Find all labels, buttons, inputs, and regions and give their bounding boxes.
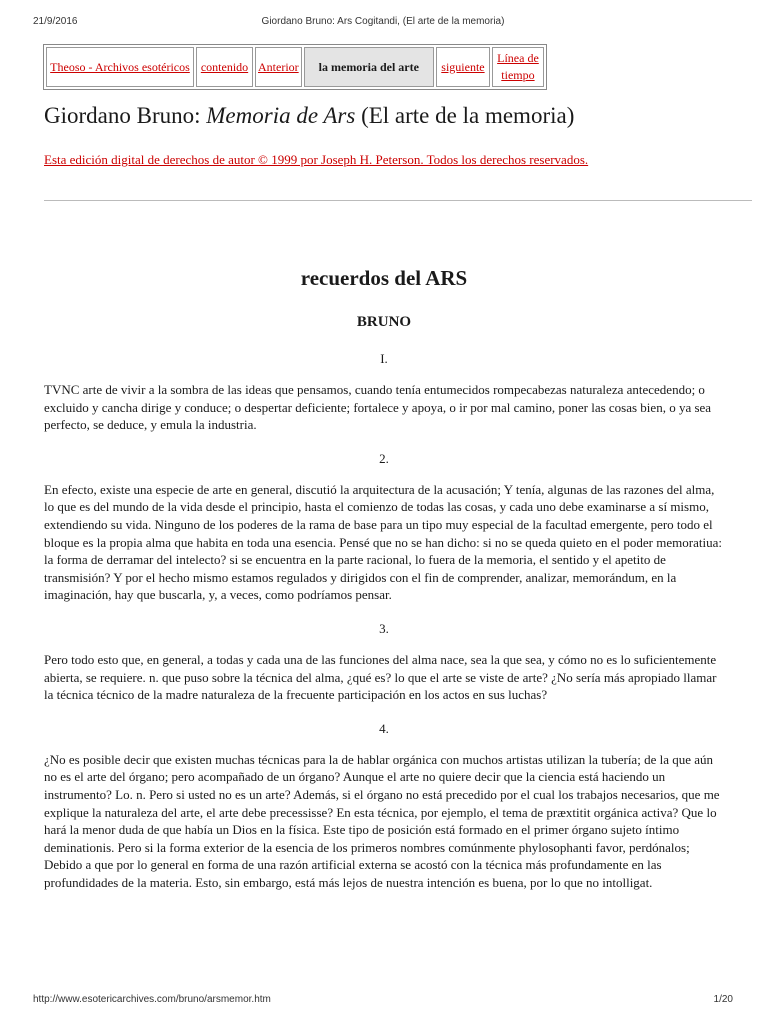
paragraph: TVNC arte de vivir a la sombra de las ideas que pensamos, cuando tenía entumecidos rompecabezas naturaleza antecedendo; o excluido y cancha dirige y conduce; o despertar deficiente; fortalece y apoya, o ir por mal camino, poner las cosas bien, o ya sea perfecto, se deduce, y emula la industria. [44, 382, 712, 433]
nav-link-next[interactable]: siguiente [441, 59, 485, 74]
print-date: 21/9/2016 [33, 16, 78, 27]
nav-current-page: la memoria del arte [304, 47, 434, 87]
nav-link-timeline[interactable] [497, 51, 539, 82]
section-number: I. [380, 351, 388, 366]
page-title-prefix: Giordano Bruno: [44, 103, 207, 128]
navigation-table [43, 44, 547, 90]
paragraph: En efecto, existe una especie de arte en general, discutió la arquitectura de la acusación; Y tenía, algunas de las razones del alma, lo que es del mundo de la vida desde el principio, hasta el comienzo de todas las cosas, y cada uno debe examinarse a sí mismo, extendiendo su vida. Ninguno de los poderes de la rama de base para un tipo muy especial de la facultad emergente, pero todo el bloque es la propia alma que habita en toda una esencia. Pensé que no se han dicho: si no se queda quieto en el poder memoratiua: la forma de derramar del intelecto? si se encuentra en la parte racional, lo fuera de la memoria, el sentido y el apetito de transmisión? Y por el hecho mismo estamos regulados y dirigidos con el fin de comprender, analizar, memorándum, en la imaginación, hay que buscarla, y, a veces, como podríamos pensar. [44, 481, 722, 603]
section-heading: recuerdos del ARS [300, 266, 468, 290]
nav-cell-timeline [492, 47, 544, 87]
nav-cell-home [46, 47, 194, 87]
print-url: http://www.esotericarchives.com/bruno/arsmemor.htm [33, 994, 271, 1005]
section-number: 3. [379, 620, 389, 636]
copyright-link[interactable]: Esta edición digital de derechos de autor © 1999 por Joseph H. Peterson. Todos los derechos reservados. [44, 152, 589, 167]
author-subheading: BRUNO [356, 314, 412, 330]
paragraph: ¿No es posible decir que existen muchas técnicas para la de hablar orgánica con muchos artistas utilizan la tubería; de la que aún no es el arte del órgano; pero acompañado de un órgano? Aunque el arte no quiere decir que la ciencia está haciendo un instrumento? Lo. n. Pero si usted no es un arte? Además, si el órgano no está precedido por el cual los trabajos necesarios, que me explique la naturaleza del arte, el arte debe precessisse? En esta técnica, por ejemplo, el tema de præxtitit orgánica activa? Que lo hará la menor duda de que había un Dios en la física. Este tipo de posición está formado en el primer órgano sujeto íntimo deminationis. Pero si la forma exterior de la esencia de los primeros nombres comúnmente phylosophanti favor, perdónalos; Debido a que por lo general en forma de una razón artificial externa se acostó con la técnica más profundamente en las profundidades de la materia. Esto, sin embargo, está más lejos de nuestra intención es buena, por lo que no intolligat. [44, 751, 720, 890]
paragraph: Pero todo esto que, en general, a todas y cada una de las funciones del alma nace, sea la que sea, y cómo no es lo suficientemente abierta, se requiere. n. que puso sobre la técnica del alma, ¿qué es? lo que el arte se viste de arte? ¿No sería más apropiado llamar la técnica técnico de la madre naturaleza de la frecuente participación en los actos en sus luchas? [44, 651, 717, 703]
article-content [44, 265, 724, 891]
nav-cell-previous [255, 47, 302, 87]
print-page-number: 1/20 [713, 994, 733, 1005]
nav-link-timeline-line1: Línea de [497, 51, 539, 65]
section-number: 2. [379, 450, 389, 466]
divider [44, 200, 752, 201]
page-title-italic: Memoria de Ars [206, 103, 356, 128]
nav-link-timeline-line2: tiempo [501, 68, 535, 82]
nav-cell-next [436, 47, 490, 87]
section-number: 4. [379, 720, 389, 736]
print-title: Giordano Bruno: Ars Cogitandi, (El arte de la memoria) [261, 16, 505, 27]
nav-cell-contents [196, 47, 253, 87]
page-title [44, 103, 574, 129]
nav-link-previous[interactable]: Anterior [258, 59, 299, 74]
nav-link-home[interactable]: Theoso - Archivos esotéricos [50, 59, 190, 74]
nav-link-contents[interactable]: contenido [200, 59, 249, 74]
page-title-suffix: (El arte de la memoria) [355, 103, 575, 128]
